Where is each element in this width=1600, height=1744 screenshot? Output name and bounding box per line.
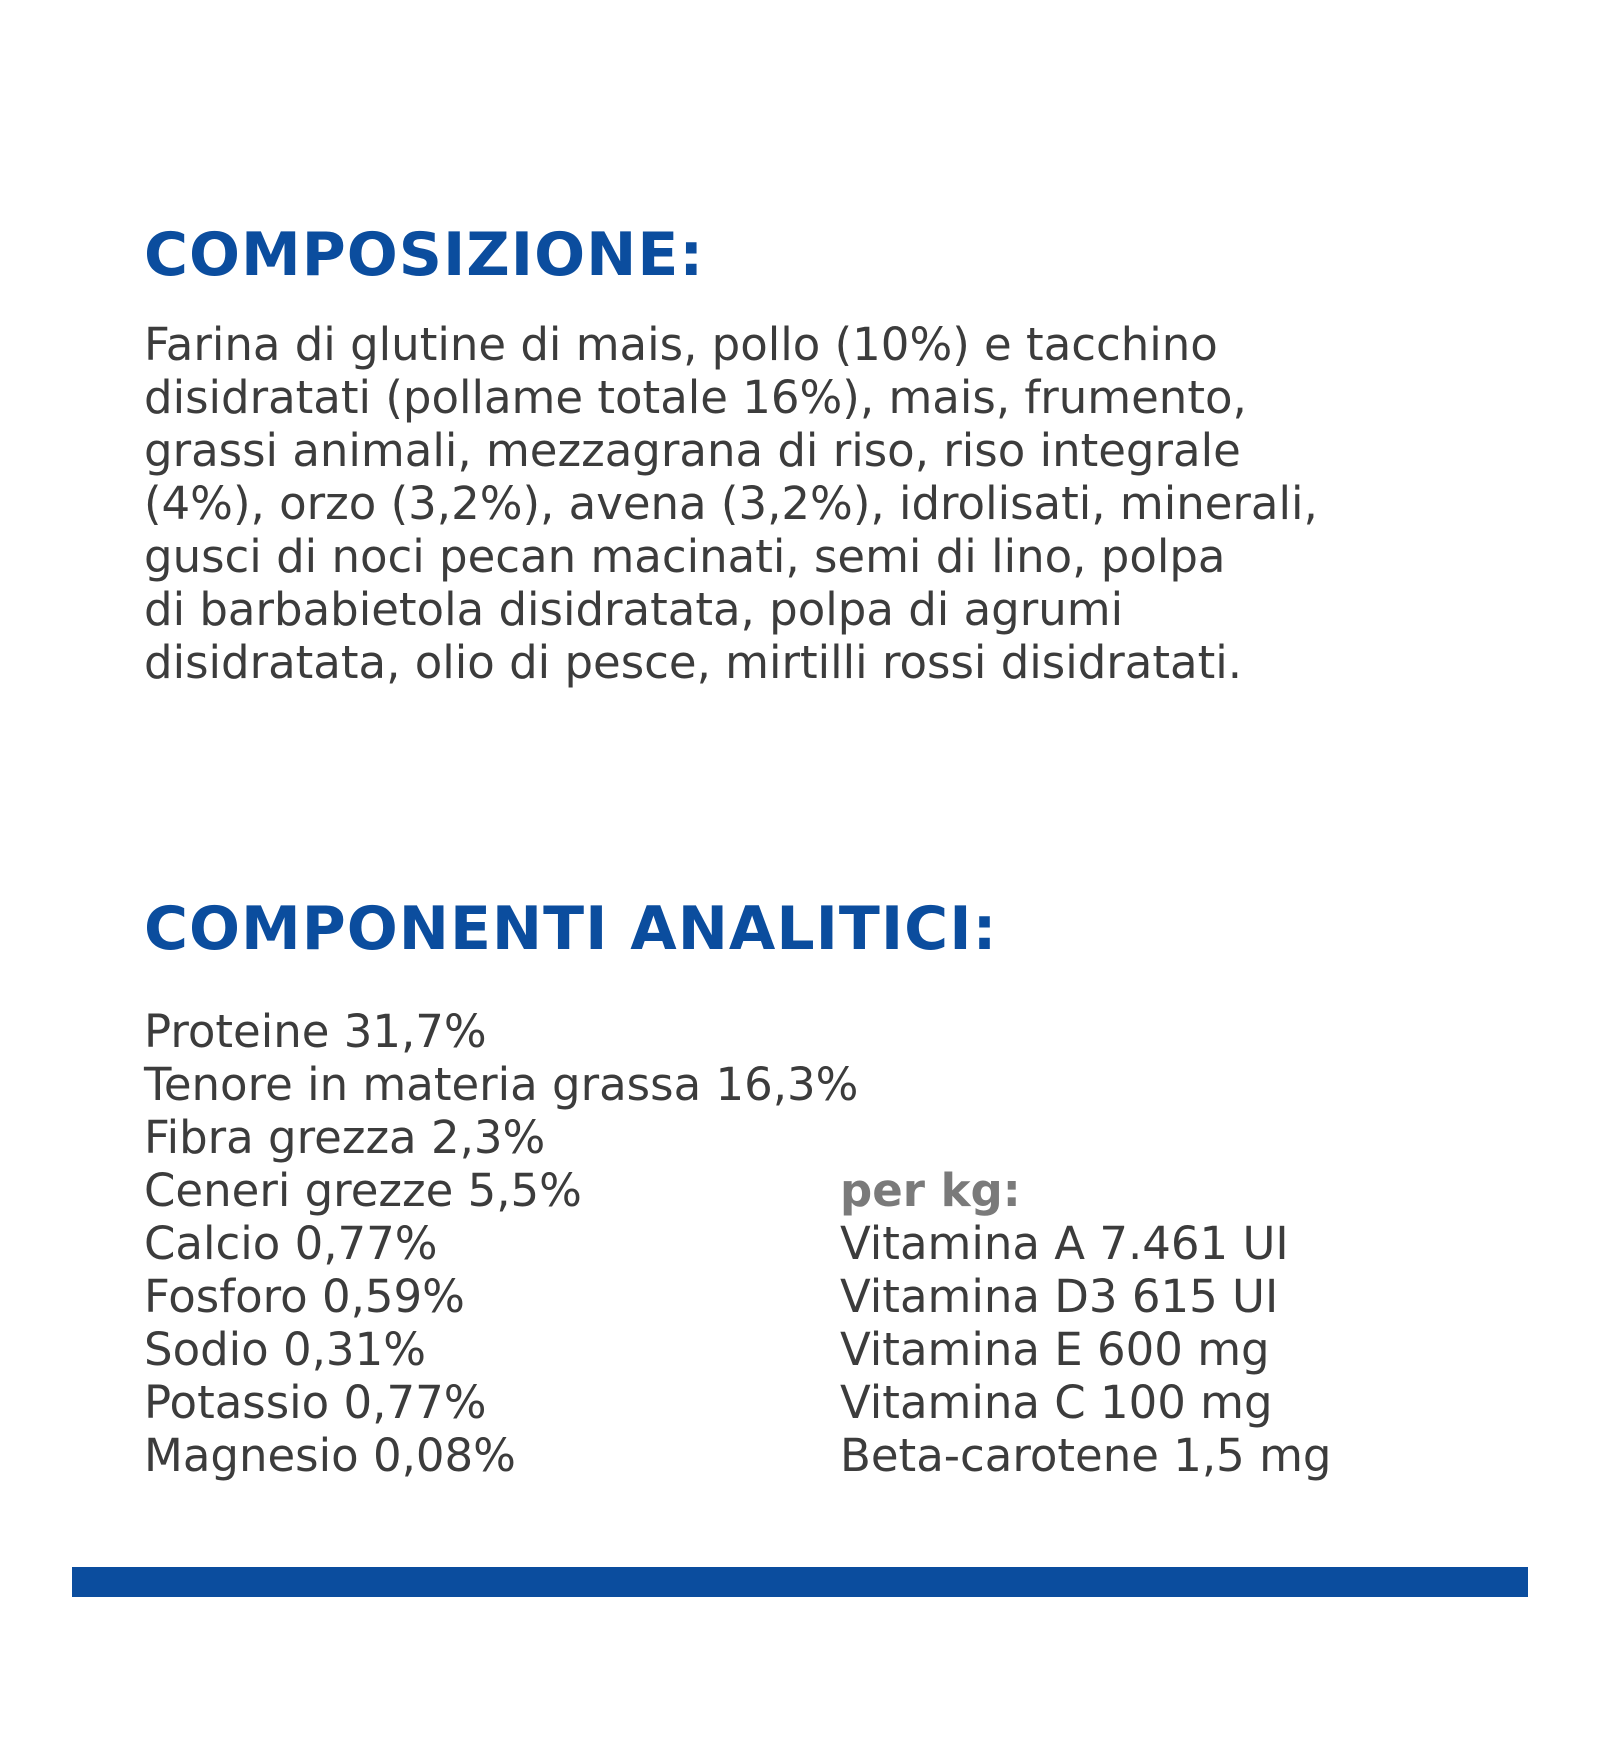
analytical-component-item: Sodio 0,31% bbox=[144, 1323, 426, 1376]
composition-heading: COMPOSIZIONE: bbox=[144, 220, 705, 290]
composition-line: disidratati (pollame totale 16%), mais, frumento, bbox=[144, 371, 1247, 424]
analytical-components-list bbox=[144, 1005, 858, 1482]
analytical-component-item: Ceneri grezze 5,5% bbox=[144, 1164, 582, 1217]
composition-line: di barbabietola disidratata, polpa di agrumi bbox=[144, 583, 1124, 636]
vitamins-list bbox=[840, 1217, 1331, 1482]
composition-text bbox=[144, 318, 1474, 689]
composition-line: disidratata, olio di pesce, mirtilli rossi disidratati. bbox=[144, 636, 1243, 689]
bottom-accent-bar bbox=[72, 1567, 1528, 1597]
analytical-component-item: Fosforo 0,59% bbox=[144, 1270, 465, 1323]
analytical-components-heading: COMPONENTI ANALITICI: bbox=[144, 894, 998, 964]
vitamin-item: Vitamina E 600 mg bbox=[840, 1323, 1270, 1376]
vitamin-item: Vitamina D3 615 UI bbox=[840, 1270, 1279, 1323]
vitamin-item: Vitamina C 100 mg bbox=[840, 1376, 1273, 1429]
analytical-component-item: Potassio 0,77% bbox=[144, 1376, 487, 1429]
analytical-component-item: Tenore in materia grassa 16,3% bbox=[144, 1058, 859, 1111]
vitamin-item: Beta-carotene 1,5 mg bbox=[840, 1429, 1332, 1482]
analytical-component-item: Proteine 31,7% bbox=[144, 1005, 487, 1058]
composition-line: grassi animali, mezzagrana di riso, riso integrale bbox=[144, 424, 1241, 477]
composition-line: (4%), orzo (3,2%), avena (3,2%), idrolisati, minerali, bbox=[144, 477, 1318, 530]
analytical-component-item: Calcio 0,77% bbox=[144, 1217, 438, 1270]
composition-line: gusci di noci pecan macinati, semi di lino, polpa bbox=[144, 530, 1226, 583]
composition-line: Farina di glutine di mais, pollo (10%) e tacchino bbox=[144, 318, 1218, 371]
analytical-component-item: Fibra grezza 2,3% bbox=[144, 1111, 546, 1164]
analytical-component-item: Magnesio 0,08% bbox=[144, 1429, 516, 1482]
per-kg-label: per kg: bbox=[840, 1164, 1021, 1217]
vitamin-item: Vitamina A 7.461 UI bbox=[840, 1217, 1289, 1270]
vitamins-per-kg-block bbox=[840, 1164, 1331, 1482]
